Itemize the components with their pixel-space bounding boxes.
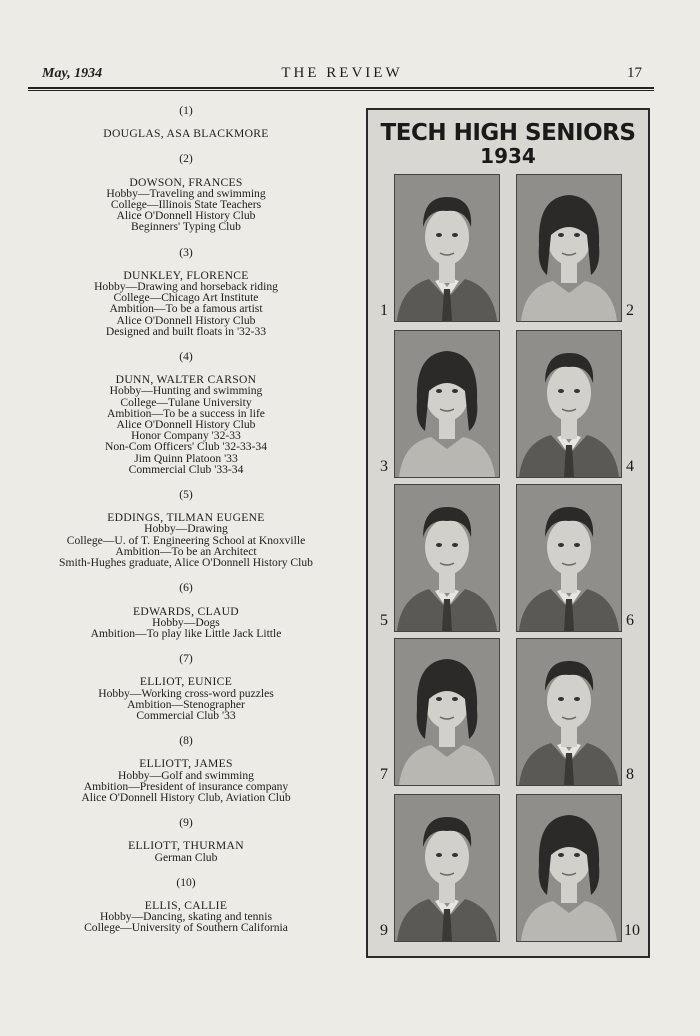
entry-number: (3) [179, 245, 193, 259]
photo-number-label: 4 [626, 458, 634, 475]
senior-entry [20, 489, 352, 568]
entry-detail: German Club [154, 850, 218, 864]
entry-detail: Hobby—Drawing [144, 522, 228, 536]
entry-name: ELLIOT, EUNICE [139, 675, 233, 689]
entry-name: DOWSON, FRANCES [129, 175, 243, 189]
entry-number: (8) [179, 734, 193, 748]
entry-number: (9) [179, 816, 193, 830]
entry-detail: Hobby—Working cross-word puzzles [98, 686, 274, 700]
senior-portrait-photo [394, 794, 500, 942]
header-rule-thin [28, 90, 654, 91]
issue-date: May, 1934 [42, 66, 103, 81]
senior-entry [20, 105, 352, 139]
entry-detail: Commercial Club '33 [136, 708, 236, 722]
senior-entry [20, 817, 352, 863]
panel-title-year: 1934 [480, 144, 536, 168]
entry-detail: Ambition—To be a success in life [107, 406, 265, 420]
photo-number-label: 8 [626, 766, 634, 783]
entry-detail: College—Tulane University [120, 395, 252, 409]
panel-title [368, 120, 648, 168]
entry-detail: Alice O'Donnell History Club [116, 209, 256, 223]
senior-portrait-photo [394, 638, 500, 786]
entry-number: (4) [179, 350, 193, 364]
entry-detail: College—U. of T. Engineering School at Knoxville [66, 533, 306, 547]
entry-detail: Ambition—President of insurance company [83, 779, 289, 793]
entry-detail: Hobby—Traveling and swimming [106, 186, 266, 200]
senior-entry [20, 653, 352, 721]
entry-detail: Alice O'Donnell History Club, Aviation Club [81, 790, 291, 804]
entry-detail: Hobby—Golf and swimming [118, 768, 254, 782]
entry-detail: Hobby—Dancing, skating and tennis [100, 910, 272, 924]
senior-entry [20, 247, 352, 337]
photo-number-label: 1 [380, 302, 388, 319]
senior-entry [20, 351, 352, 475]
photo-number-label: 6 [626, 612, 634, 629]
entry-detail: Ambition—To play like Little Jack Little [90, 626, 282, 640]
senior-entry [20, 877, 352, 934]
entry-detail: Commercial Club '33-34 [128, 462, 244, 476]
entry-name: DUNKLEY, FLORENCE [123, 268, 249, 282]
senior-entry [20, 735, 352, 803]
entry-name: ELLIOTT, THURMAN [128, 839, 244, 853]
entry-detail: Alice O'Donnell History Club [116, 313, 256, 327]
entry-detail: Hobby—Dogs [152, 615, 220, 629]
senior-portrait-photo [394, 174, 500, 322]
entry-detail: Ambition—To be an Architect [115, 544, 257, 558]
entry-detail: College—Chicago Art Institute [113, 291, 259, 305]
entry-detail: Designed and built floats in '32-33 [105, 324, 267, 338]
senior-entries-column [20, 105, 352, 948]
entry-detail: Non-Com Officers' Club '32-33-34 [104, 440, 268, 454]
entry-detail: Honor Company '32-33 [131, 429, 241, 443]
senior-portrait-photo [516, 638, 622, 786]
senior-portrait-photo [516, 174, 622, 322]
entry-number: (1) [179, 104, 193, 117]
senior-portrait-photo [516, 794, 622, 942]
entry-detail: College—Illinois State Teachers [110, 198, 262, 212]
panel-title-line1: TECH HIGH SENIORS [380, 120, 636, 146]
entry-detail: Hobby—Hunting and swimming [109, 384, 263, 398]
entry-name: ELLIS, CALLIE [144, 898, 228, 912]
entry-detail: Jim Quinn Platoon '33 [134, 451, 238, 465]
entry-name: DOUGLAS, ASA BLACKMORE [103, 127, 269, 141]
entry-detail: Smith-Hughes graduate, Alice O'Donnell History Club [59, 556, 313, 570]
entry-detail: Ambition—To be a famous artist [109, 302, 263, 316]
entry-name: EDDINGS, TILMAN EUGENE [107, 511, 265, 525]
entry-number: (10) [176, 875, 196, 889]
entry-detail: Alice O'Donnell History Club [116, 418, 256, 432]
page-header [30, 64, 654, 86]
photo-number-label: 7 [380, 766, 388, 783]
page-number: 17 [627, 65, 642, 81]
entry-detail: College—University of Southern California [84, 921, 288, 935]
senior-portrait-photo [516, 330, 622, 478]
photo-number-label: 2 [626, 302, 634, 319]
photo-number-label: 10 [624, 922, 640, 939]
entry-number: (6) [179, 581, 193, 595]
senior-portrait-photo [394, 484, 500, 632]
entry-detail: Hobby—Drawing and horseback riding [94, 280, 278, 294]
senior-portrait-photo [394, 330, 500, 478]
entry-number: (5) [179, 488, 193, 502]
photo-number-label: 3 [380, 458, 388, 475]
entry-number: (7) [179, 652, 193, 666]
senior-entry [20, 582, 352, 639]
entry-name: DUNN, WALTER CARSON [115, 373, 257, 387]
entry-name: EDWARDS, CLAUD [133, 604, 239, 618]
entry-detail: Ambition—Stenographer [127, 697, 245, 711]
senior-portrait-photo [516, 484, 622, 632]
entry-number: (2) [179, 152, 193, 166]
entry-detail: Beginners' Typing Club [131, 220, 241, 234]
publication-title: THE REVIEW [281, 65, 403, 81]
entry-name: ELLIOTT, JAMES [139, 757, 233, 771]
header-rule [28, 87, 654, 89]
senior-entry [20, 153, 352, 232]
photo-number-label: 9 [380, 922, 388, 939]
photo-number-label: 5 [380, 612, 388, 629]
photo-panel [366, 108, 650, 958]
